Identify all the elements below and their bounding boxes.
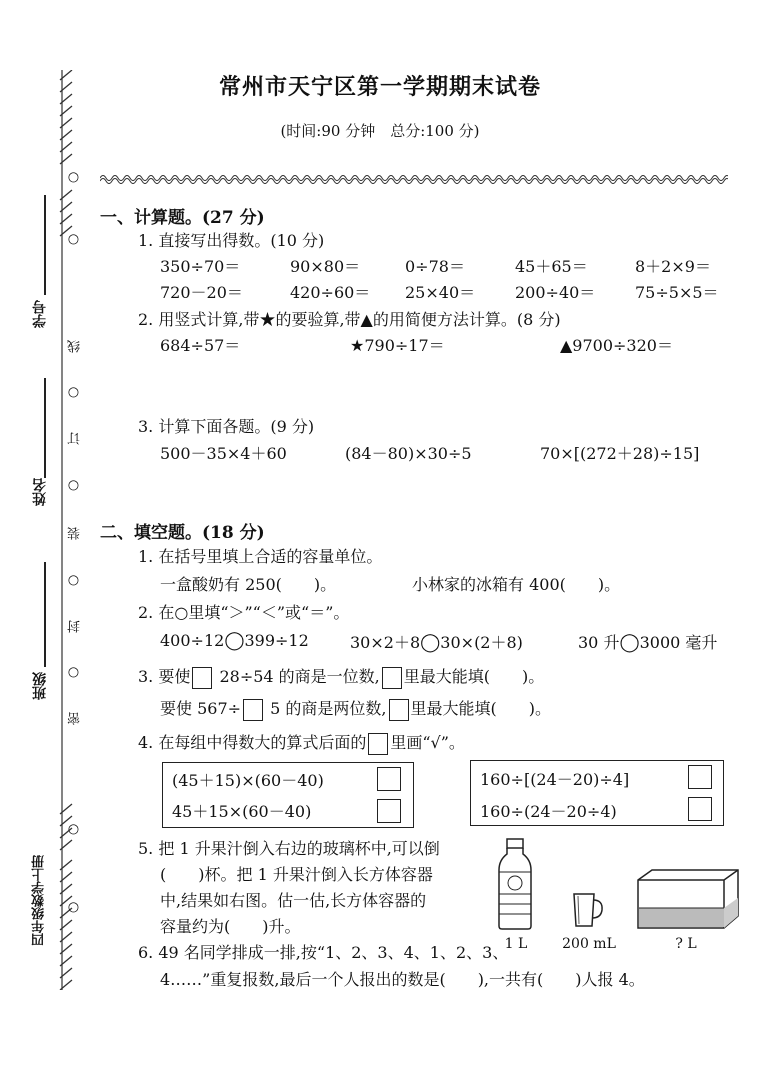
digit-box[interactable] <box>243 699 263 721</box>
s2-q2-row <box>578 630 717 653</box>
s2-q5-line: 容量约为( )升。 <box>160 917 301 936</box>
section2-heading: 二、填空题。(18 分) <box>100 523 265 543</box>
compare-circle[interactable]: ◯ <box>420 632 441 653</box>
cup-icon <box>570 892 606 928</box>
banji-label: 班级 <box>32 672 48 700</box>
s2-q2-b1: 30×2＋8 <box>350 633 421 652</box>
binding-circle: ○ <box>66 573 81 588</box>
tick-box[interactable] <box>688 797 712 821</box>
tick-box-sample <box>368 733 388 755</box>
exam-subtitle: (时间:90 分钟 总分:100 分) <box>280 122 480 140</box>
binding-cut-label: 封 <box>68 620 83 633</box>
s2-q2-a2: 399÷12 <box>244 631 309 650</box>
binding-cut-label: 线 <box>68 340 83 353</box>
s1-q2-label: 2. 用竖式计算,带★的要验算,带▲的用简便方法计算。(8 分) <box>138 310 561 329</box>
q4-right-expr: 160÷(24－20÷4) <box>480 802 617 821</box>
cup-label: 200 mL <box>562 936 616 952</box>
s1-q1-item: 8＋2×9＝ <box>635 257 711 276</box>
s1-q3-item: 70×[(272＋28)÷15] <box>540 444 700 463</box>
banji-blank-line <box>44 562 46 667</box>
s1-q1-item: 45＋65＝ <box>515 257 588 276</box>
binding-circle: ○ <box>66 665 81 680</box>
s2-q2-c2: 3000 毫升 <box>639 633 718 652</box>
q4-left-expr: 45＋15×(60－40) <box>172 802 312 821</box>
binding-circle: ○ <box>66 900 81 915</box>
s1-q1-item: 90×80＝ <box>290 257 361 276</box>
cuboid-container-icon <box>630 868 742 930</box>
s2-q1-label: 1. 在括号里填上合适的容量单位。 <box>138 547 383 566</box>
xuehao-label: 学号 <box>32 300 48 328</box>
container-label: ? L <box>675 936 697 952</box>
tick-box[interactable] <box>377 799 401 823</box>
tick-box[interactable] <box>377 767 401 791</box>
s1-q3-item: (84－80)×30÷5 <box>345 444 472 463</box>
xingming-label: 姓名 <box>32 478 48 506</box>
book-label: 四年级数学上册 <box>32 855 47 946</box>
q4-right-expr: 160÷[(24－20)÷4] <box>480 770 630 789</box>
xuehao-blank-line <box>44 195 46 295</box>
tick-box[interactable] <box>688 765 712 789</box>
bottle-label: 1 L <box>504 936 528 952</box>
s1-q1-label: 1. 直接写出得数。(10 分) <box>138 231 325 250</box>
wavy-divider <box>100 170 728 186</box>
s2-q5-line: ( )杯。把 1 升果汁倒入长方体容器 <box>160 865 433 884</box>
s2-q6-line: 6. 49 名同学排成一排,按“1、2、3、4、1、2、3、 <box>138 943 509 962</box>
binding-cut-label: 装 <box>68 527 83 540</box>
s2-q2-b2: 30×(2＋8) <box>440 633 523 652</box>
binding-circle: ○ <box>66 478 81 493</box>
s1-q1-item: 25×40＝ <box>405 283 476 302</box>
binding-cut-label: 密 <box>68 712 83 725</box>
s2-q5-line: 5. 把 1 升果汁倒入右边的玻璃杯中,可以倒 <box>138 839 440 858</box>
binding-cut-label: 订 <box>68 432 83 445</box>
binding-circle: ○ <box>66 385 81 400</box>
s2-q2-row <box>160 630 309 651</box>
q4-left-expr: (45＋15)×(60－40) <box>172 771 324 790</box>
s2-q6-line: 4……”重复报数,最后一个人报出的数是( ),一共有( )人报 4。 <box>160 970 645 989</box>
digit-box[interactable] <box>382 667 402 689</box>
juice-bottle-icon <box>495 838 535 930</box>
s2-q2-row <box>350 630 523 653</box>
exam-title: 常州市天宁区第一学期期末试卷 <box>218 74 541 100</box>
section1-heading: 一、计算题。(27 分) <box>100 208 265 228</box>
s1-q1-item: 75÷5×5＝ <box>635 283 719 302</box>
s1-q2-item: ▲9700÷320＝ <box>560 336 673 355</box>
compare-circle[interactable]: ◯ <box>224 630 245 651</box>
s1-q1-item: 200÷40＝ <box>515 283 596 302</box>
s2-q2-a1: 400÷12 <box>160 631 225 650</box>
xingming-blank-line <box>44 378 46 478</box>
s2-q5-line: 中,结果如右图。估一估,长方体容器的 <box>160 891 427 910</box>
s1-q1-item: 0÷78＝ <box>405 257 465 276</box>
s2-q1-b: 小林家的冰箱有 400( )。 <box>412 575 621 594</box>
s1-q1-item: 350÷70＝ <box>160 257 241 276</box>
s2-q2-c1: 30 升 <box>578 633 620 652</box>
s2-q4-label: 4. 在每组中得数大的算式后面的 里画“√”。 <box>138 730 465 755</box>
digit-box[interactable] <box>192 667 212 689</box>
s2-q1-a: 一盒酸奶有 250( )。 <box>160 575 337 594</box>
s2-q3-line1: 3. 要使 28÷54 的商是一位数, 里最大能填( )。 <box>138 664 544 689</box>
s1-q2-item: 684÷57＝ <box>160 336 241 355</box>
binding-circle: ○ <box>66 822 81 837</box>
s1-q1-item: 420÷60＝ <box>290 283 371 302</box>
s2-q3-line2: 要使 567÷ 5 的商是两位数, 里最大能填( )。 <box>160 696 551 721</box>
s2-q2-label: 2. 在○里填“＞”“＜”或“＝”。 <box>138 603 350 622</box>
binding-circle: ○ <box>66 232 81 247</box>
s1-q2-item: ★790÷17＝ <box>350 336 445 355</box>
s1-q3-item: 500－35×4＋60 <box>160 444 287 463</box>
s1-q1-item: 720－20＝ <box>160 283 243 302</box>
compare-circle[interactable]: ◯ <box>619 632 640 653</box>
digit-box[interactable] <box>389 699 409 721</box>
binding-circle: ○ <box>66 170 81 185</box>
s1-q3-label: 3. 计算下面各题。(9 分) <box>138 417 315 436</box>
